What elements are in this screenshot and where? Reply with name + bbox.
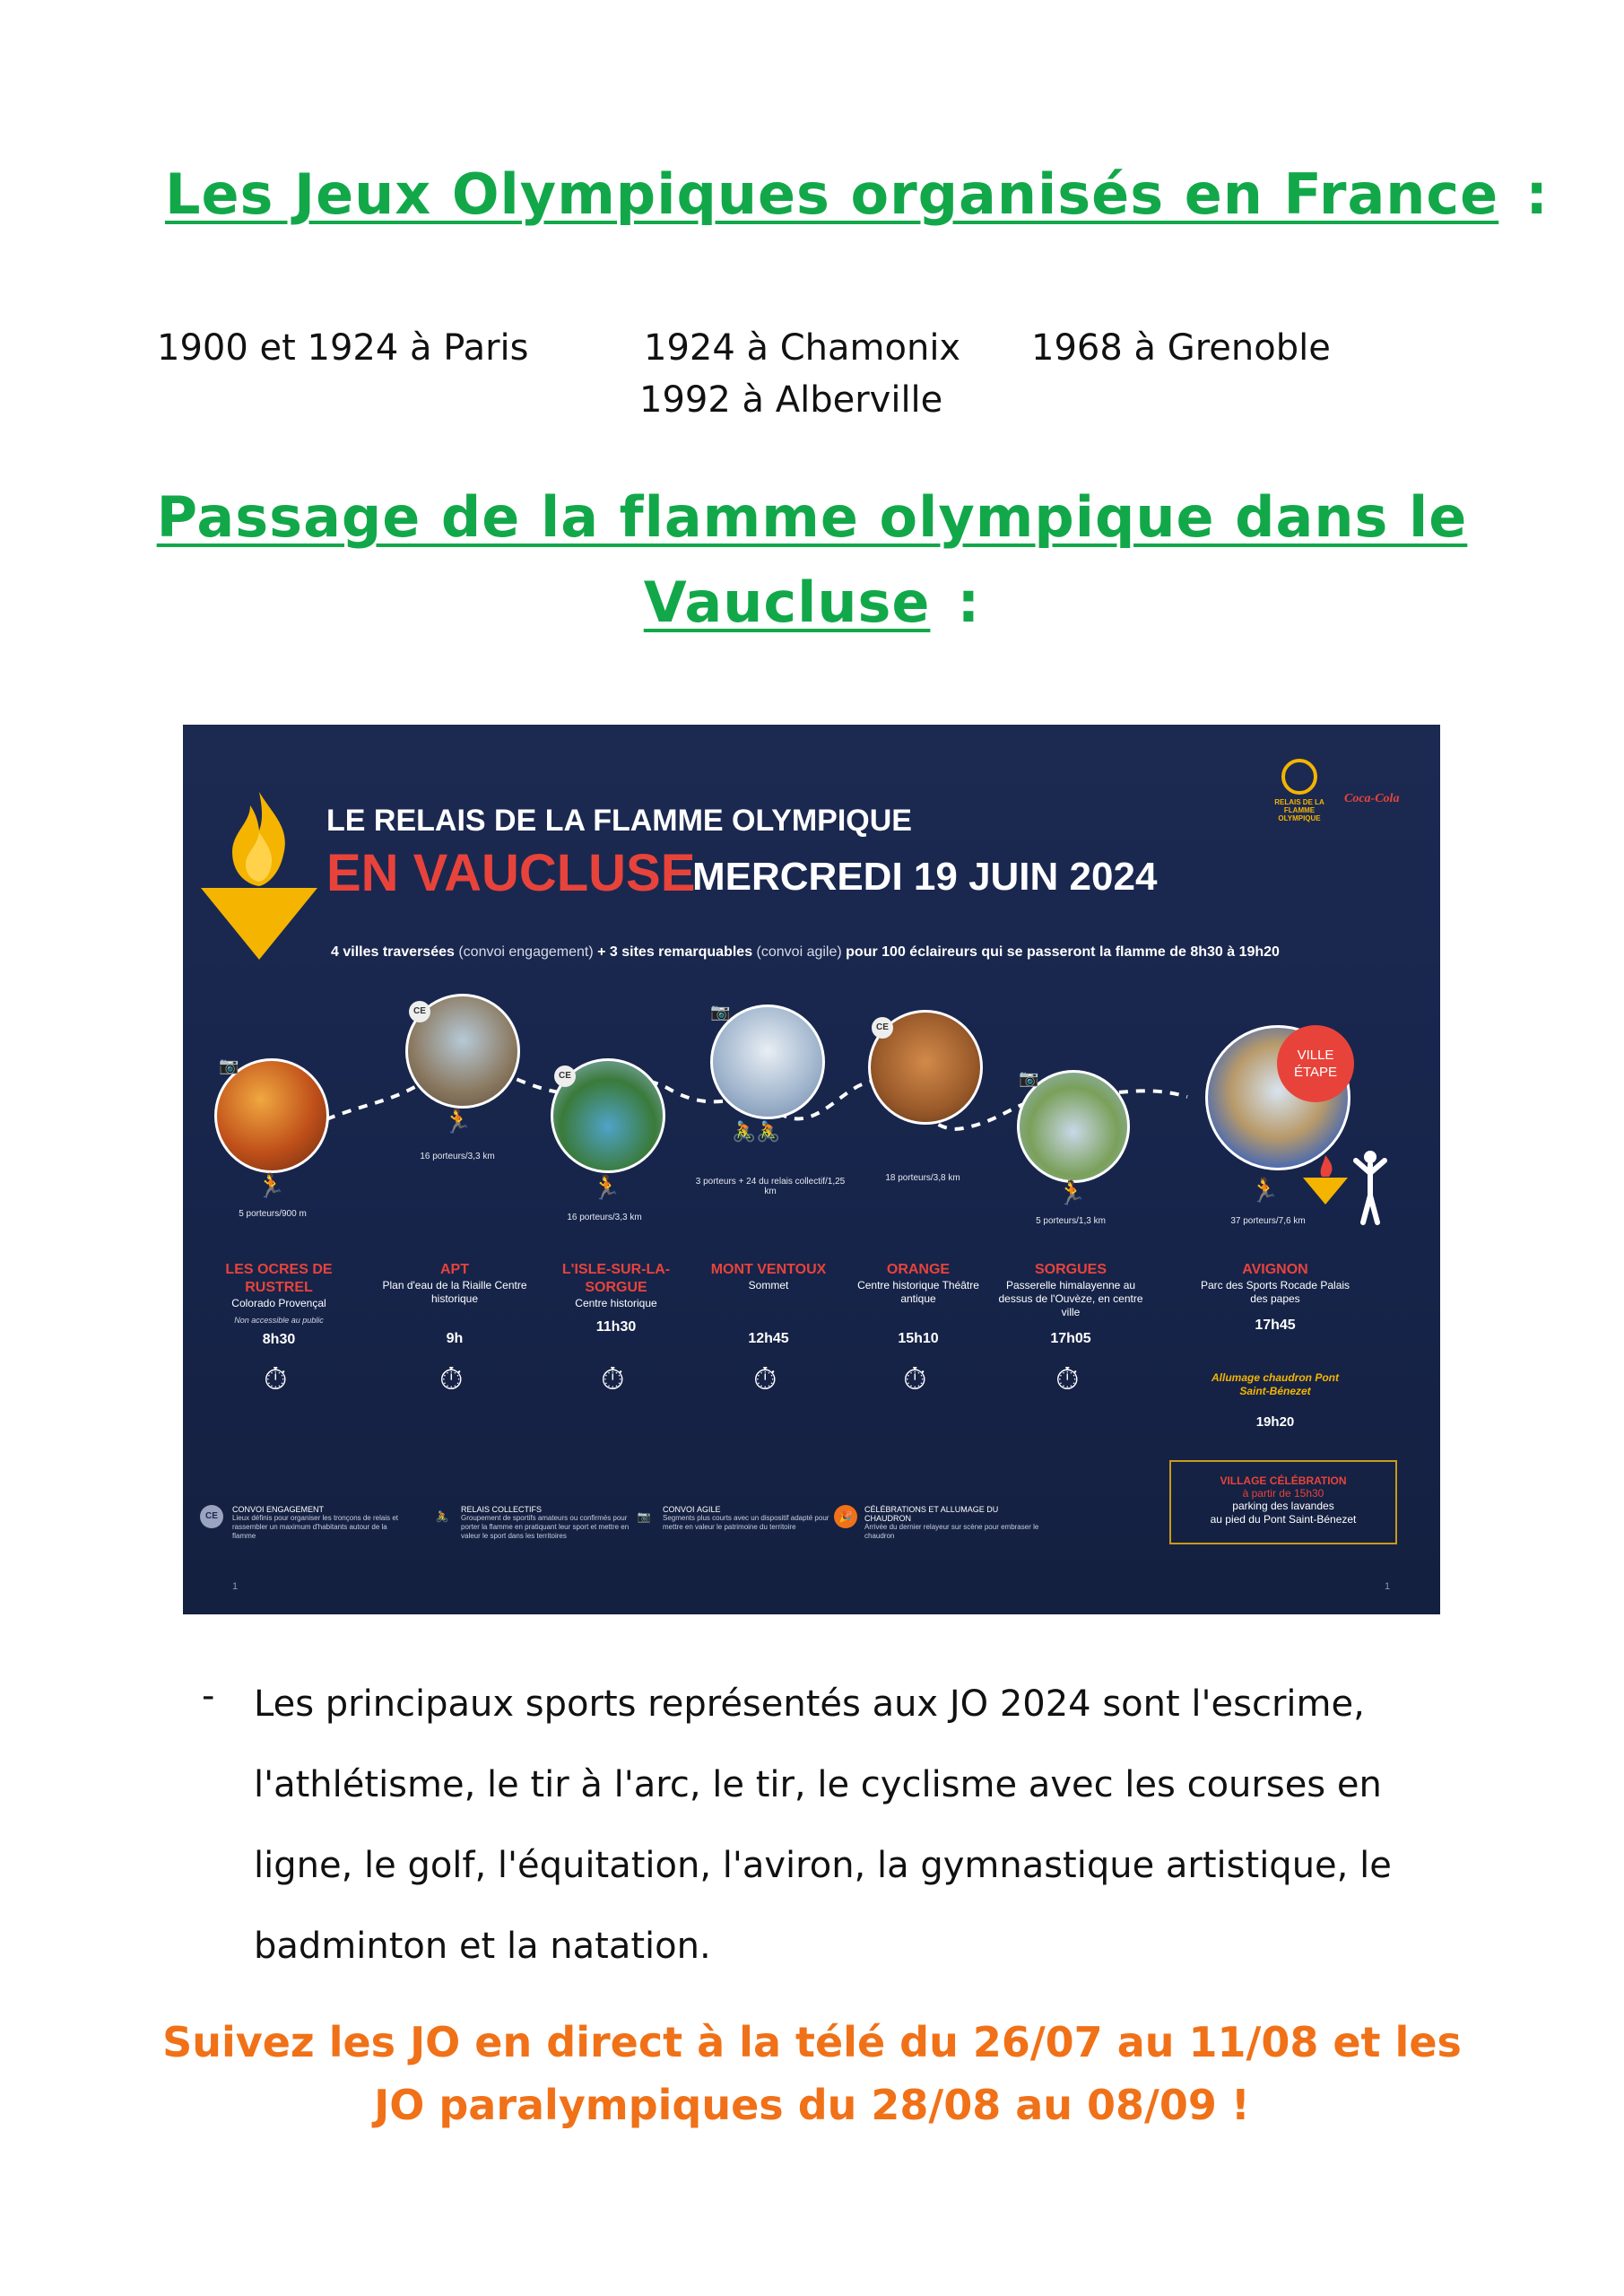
stop-orange (842, 1261, 994, 1347)
camera-icon: 📷 (219, 1057, 239, 1075)
stop-note: Non accessible au public (234, 1316, 324, 1325)
legend-title: CONVOI (232, 1505, 265, 1514)
flame-title-line2 (0, 570, 1624, 635)
intro-villes: 4 villes traversées (331, 944, 455, 960)
main-title-colon: : (1525, 161, 1550, 227)
ce-legend-icon: CE (200, 1505, 223, 1528)
stop-name: ORANGE (886, 1262, 951, 1277)
stop-name: APT (440, 1262, 469, 1277)
flame-title-text1: Passage de la flamme olympique dans le (156, 484, 1468, 550)
stop-mont-ventoux (692, 1261, 845, 1347)
year-chamonix: 1924 à Chamonix (644, 327, 961, 369)
clock-icon: ⏱ (439, 1361, 464, 1397)
flame-title-line1 (0, 484, 1624, 550)
village-celebration-box (1169, 1460, 1397, 1544)
intro-eclaireurs: pour 100 éclaireurs qui se passeront la flamme de 8h30 à 19h20 (846, 944, 1280, 960)
ville-etape-badge: VILLE ÉTAPE (1277, 1025, 1354, 1102)
stop-desc: Centre historique (575, 1297, 657, 1309)
village-title: VILLAGE CÉLÉBRATION (1220, 1474, 1347, 1487)
photo-mont-ventoux (710, 1004, 825, 1119)
broadcast-notice (0, 2011, 1624, 2136)
legend-desc: Arrivée du dernier relayeur sur scène pour embraser le chaudron (864, 1523, 1039, 1540)
poster-page-number: 1 (232, 1581, 239, 1592)
poster-title-red: EN VAUCLUSE (326, 844, 696, 902)
cauldron-lighting-note: Allumage chaudron Pont Saint-Bénezet (1211, 1371, 1339, 1397)
flame-title-text2: Vaucluse (643, 570, 931, 635)
flame-relay-poster (183, 725, 1440, 1614)
poster-title: LE RELAIS DE LA FLAMME OLYMPIQUE (326, 804, 912, 838)
stop-time: 12h45 (748, 1331, 789, 1346)
village-line1: parking des lavandes (1232, 1500, 1334, 1512)
main-title-text: Les Jeux Olympiques organisés en France (164, 161, 1499, 227)
stop-time: 8h30 (262, 1332, 296, 1347)
stop-sorgues (994, 1261, 1147, 1347)
year-paris: 1900 et 1924 à Paris (157, 327, 529, 369)
intro-convoi-engagement: (convoi engagement) (458, 944, 594, 960)
stop-desc: Sommet (748, 1279, 789, 1292)
poster-date: MERCREDI 19 JUIN 2024 (692, 855, 1158, 899)
clock-icon: ⏱ (1055, 1361, 1080, 1397)
clock-icon: ⏱ (601, 1361, 625, 1397)
stop-name: L'ISLE-SUR-LA-SORGUE (561, 1262, 671, 1295)
camera-icon: 📷 (637, 1510, 651, 1523)
intro-sites: + 3 sites remarquables (597, 944, 753, 960)
porteurs-isle: 16 porteurs/3,3 km (567, 1213, 642, 1222)
stop-time: 17h05 (1050, 1331, 1091, 1346)
porteurs-ventoux: 3 porteurs + 24 du relais collectif/1,25 km (695, 1177, 846, 1196)
legend-title-rest: AGILE (697, 1505, 721, 1514)
clock-icon: ⏱ (264, 1361, 288, 1397)
porteurs-avignon: 37 porteurs/7,6 km (1230, 1216, 1306, 1226)
flame-title-colon: : (957, 570, 981, 635)
ce-badge-orange: CE (872, 1017, 893, 1039)
photo-ocres-rustrel (214, 1058, 329, 1173)
legend-relais-collectifs (435, 1505, 640, 1541)
stop-time: 15h10 (898, 1331, 939, 1346)
clock-icon: ⏱ (903, 1361, 927, 1397)
legend-convoi-agile (637, 1505, 842, 1532)
cyclist-icon: 🚴 (435, 1510, 449, 1523)
stop-apt (378, 1261, 531, 1347)
stop-desc: Parc des Sports Rocade Palais des papes (1200, 1279, 1350, 1305)
ce-badge-isle: CE (554, 1065, 576, 1087)
legend-title: CONVOI (663, 1505, 695, 1514)
porteurs-apt: 16 porteurs/3,3 km (420, 1152, 495, 1161)
camera-icon: 📷 (1019, 1069, 1039, 1088)
final-time: 19h20 (1255, 1414, 1295, 1430)
legend-title-rest: COLLECTIFS (491, 1505, 543, 1514)
stop-isle-sur-la-sorgue (540, 1261, 692, 1335)
cyclist-icon: 🚴🚴 (732, 1121, 781, 1144)
stop-desc: Plan d'eau de la Riaille Centre historique (382, 1279, 527, 1305)
sports-paragraph: Les principaux sports représentés aux JO 2024 sont l'escrime, l'athlétisme, le tir à l'arc, le tir, le cyclisme avec les courses en ligne, le golf, l'équitation, l'aviron, la gymnastique artistique, le badminton et la natation. (254, 1683, 1392, 1967)
village-start: à partir de 15h30 (1242, 1487, 1324, 1500)
stop-rustrel (203, 1261, 355, 1348)
year-alberville: 1992 à Alberville (639, 379, 943, 421)
porteurs-rustrel: 5 porteurs/900 m (239, 1209, 307, 1219)
legend-title: CÉLÉBRATIONS ET ALLUMAGE DU CHAUDRON (864, 1505, 999, 1523)
runner-icon: 🏃 (1250, 1178, 1280, 1205)
poster-page-number: 1 (1385, 1581, 1391, 1592)
legend-celebrations (838, 1505, 1044, 1541)
ce-badge-apt: CE (409, 1001, 430, 1022)
legend-convoi-engagement (205, 1505, 412, 1541)
stop-desc: Passerelle himalayenne au dessus de l'Ouvèze, en centre ville (998, 1279, 1143, 1318)
main-title (0, 161, 1624, 227)
stop-time: 9h (446, 1331, 464, 1346)
stop-time: 11h30 (595, 1319, 637, 1335)
legend-title-rest: ENGAGEMENT (266, 1505, 325, 1514)
intro-convoi-agile: (convoi agile) (756, 944, 842, 960)
legend-title: RELAIS (461, 1505, 491, 1514)
runner-icon: 🏃 (592, 1175, 621, 1202)
stop-desc: Centre historique Théâtre antique (857, 1279, 979, 1305)
broadcast-line2: JO paralympiques du 28/08 au 08/09 ! (374, 2081, 1250, 2129)
legend-desc: Groupement de sportifs amateurs ou confirmés pour porter la flamme en pratiquant leur sport et mettre en valeur le sport dans les territoires (461, 1514, 630, 1540)
runner-icon: 🏃 (443, 1109, 473, 1135)
stop-name: LES OCRES DE RUSTREL (225, 1262, 333, 1295)
broadcast-line1: Suivez les JO en direct à la télé du 26/07 au 11/08 et les (162, 2018, 1462, 2066)
year-grenoble: 1968 à Grenoble (1031, 327, 1331, 369)
sponsor-logo: Coca-Cola (1344, 792, 1400, 805)
stop-time: 17h45 (1255, 1318, 1296, 1333)
stop-desc: Colorado Provençal (231, 1297, 326, 1309)
clock-icon: ⏱ (753, 1361, 777, 1397)
runner-icon: 🏃 (256, 1173, 286, 1200)
village-line2: au pied du Pont Saint-Bénezet (1210, 1513, 1357, 1526)
bullet-dash: - (202, 1675, 215, 1717)
runner-icon: 🏃 (1057, 1180, 1087, 1207)
porteurs-sorgues: 5 porteurs/1,3 km (1036, 1216, 1106, 1226)
legend-desc: Segments plus courts avec un dispositif adapté pour mettre en valeur le patrimoine du territoire (663, 1514, 829, 1531)
camera-icon: 📷 (710, 1003, 731, 1022)
relay-logo-text: RELAIS DE LA FLAMME OLYMPIQUE (1274, 798, 1324, 822)
stop-name: SORGUES (1034, 1262, 1107, 1277)
stop-avignon (1199, 1261, 1351, 1430)
porteurs-orange: 18 porteurs/3,8 km (885, 1173, 960, 1183)
celebration-icon: 🎉 (834, 1505, 857, 1528)
stop-name: MONT VENTOUX (710, 1262, 827, 1277)
legend-desc: Lieux définis pour organiser les tronçons de relais et rassembler un maximum d'habitants autour de la flamme (232, 1514, 398, 1540)
cauldron-celebration-icon (1298, 1146, 1388, 1227)
stop-name: AVIGNON (1242, 1262, 1308, 1277)
